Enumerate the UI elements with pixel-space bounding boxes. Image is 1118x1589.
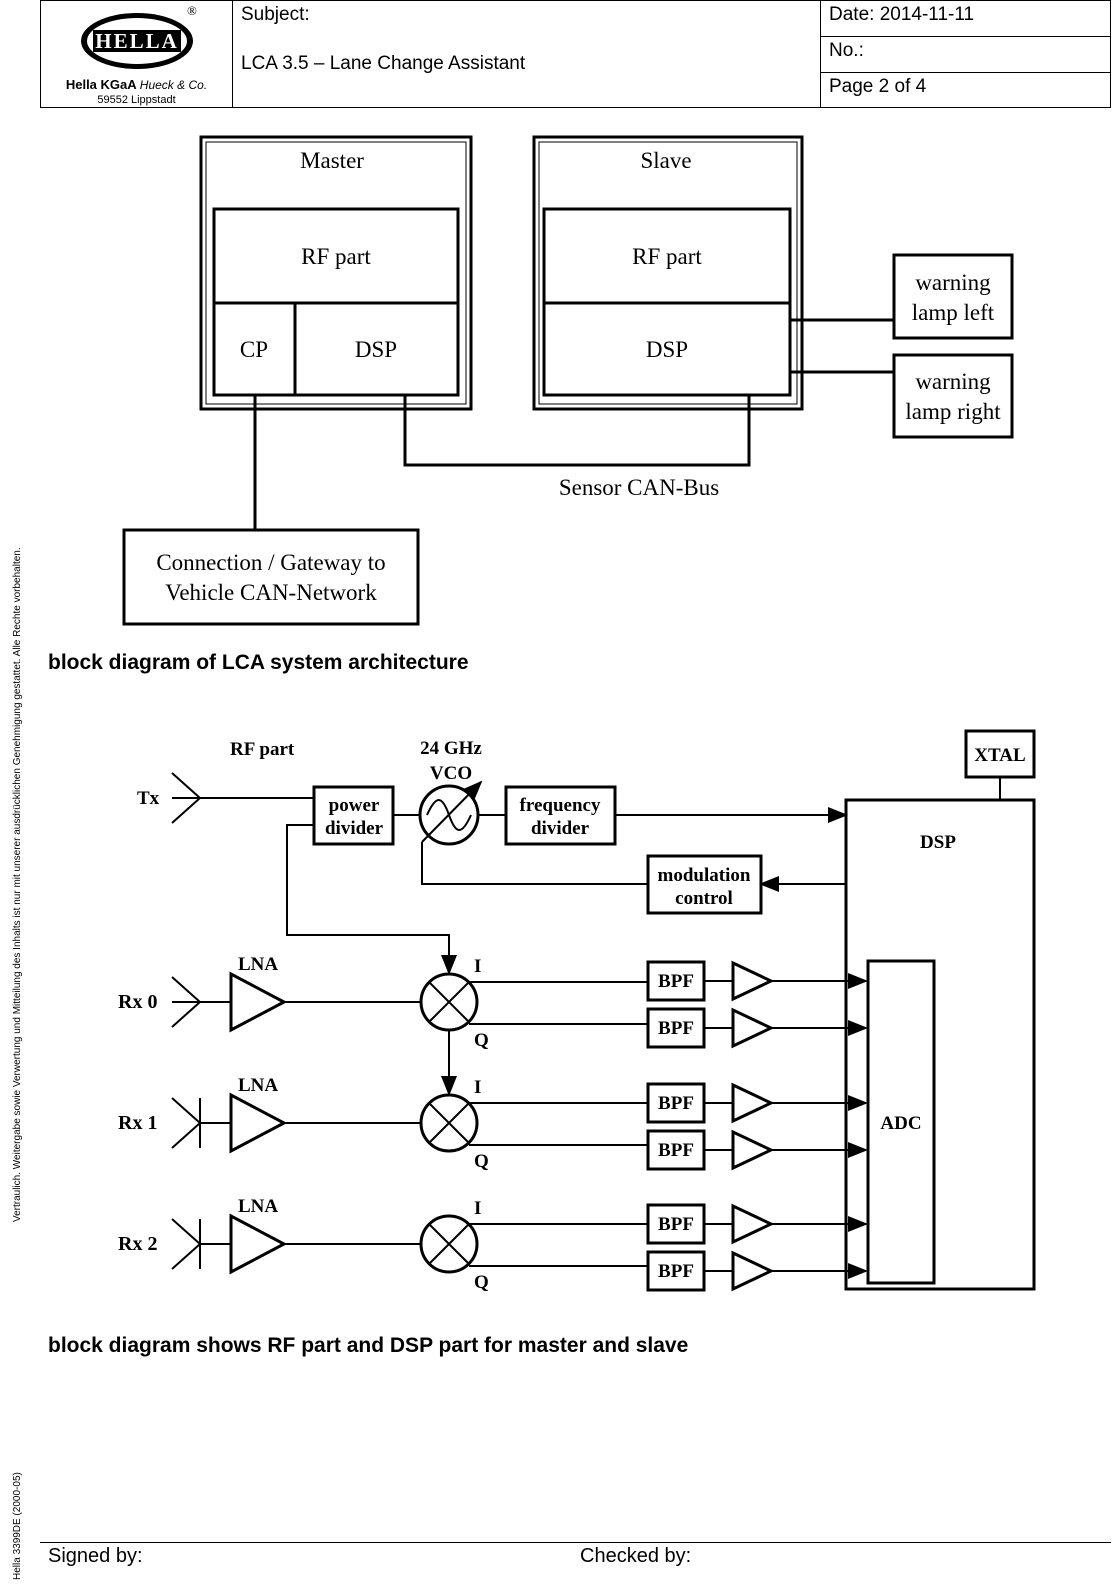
architecture-caption: block diagram of LCA system architecture: [48, 651, 469, 674]
xtal-label: XTAL: [974, 745, 1026, 766]
can-bus-label: Sensor CAN-Bus: [558, 475, 720, 500]
i-label-2: I: [474, 1198, 482, 1219]
modulation-control-label-1: modulation: [657, 865, 751, 886]
lna-label-0: LNA: [238, 954, 279, 975]
mixer-0: [421, 974, 477, 1030]
rx0-label: Rx 0: [118, 991, 158, 1013]
q-label-1: Q: [474, 1151, 489, 1172]
lna-0: [231, 974, 284, 1030]
dsp-label: DSP: [920, 832, 956, 853]
lna-2: [231, 1216, 284, 1272]
master-rf-label: RF part: [301, 244, 371, 269]
subject-value: LCA 3.5 – Lane Change Assistant: [241, 53, 526, 74]
warning-left-label-2: lamp left: [911, 300, 995, 325]
master-dsp-label: DSP: [354, 337, 398, 362]
warning-right-label-1: warning: [915, 369, 991, 394]
number-field: No.:: [821, 37, 1111, 73]
bpf-label-2i: BPF: [658, 1214, 694, 1235]
bpf-label-1q: BPF: [658, 1140, 694, 1161]
tx-antenna: [172, 773, 200, 823]
company-name: Hella KGaA Hueck & Co.: [65, 77, 208, 92]
master-label: Master: [300, 148, 364, 173]
i-label-1: I: [474, 1077, 482, 1098]
lna-label-2: LNA: [238, 1196, 279, 1217]
mixer-2: [421, 1216, 477, 1272]
registered-mark: ®: [187, 3, 197, 18]
rf-dsp-caption: block diagram shows RF part and DSP part for master and slave: [48, 1334, 689, 1357]
architecture-diagram: [0, 0, 1118, 640]
footer-divider: [40, 1542, 1111, 1543]
rx0-antenna: [172, 977, 200, 1027]
lna-1: [231, 1095, 284, 1151]
i-label-0: I: [474, 956, 482, 977]
warning-lamp-right-box: [894, 355, 1012, 437]
bpf-label-1i: BPF: [658, 1093, 694, 1114]
form-id: Hella 3399DE (2000-05): [12, 1472, 23, 1580]
logo-text: HELLA: [95, 29, 179, 53]
warning-lamp-left-box: [894, 255, 1012, 338]
lna-label-1: LNA: [238, 1075, 279, 1096]
vco-label-2: VCO: [429, 763, 473, 784]
checked-by-label: Checked by:: [580, 1545, 692, 1567]
date-field: Date: 2014-11-11: [821, 1, 1111, 37]
subject-label: Subject:: [241, 4, 310, 25]
gateway-box: [124, 530, 418, 624]
gateway-label-1: Connection / Gateway to: [156, 550, 386, 575]
mixer-1: [421, 1095, 477, 1151]
can-bus-line: [405, 395, 749, 465]
bpf-label-0i: BPF: [658, 971, 694, 992]
rx2-antenna: [172, 1219, 200, 1269]
frequency-divider-label-2: divider: [530, 818, 590, 839]
frequency-divider-label-1: frequency: [519, 795, 601, 816]
cp-label: CP: [239, 337, 269, 362]
slave-label: Slave: [640, 148, 692, 173]
slave-rf-label: RF part: [632, 244, 702, 269]
slave-dsp-label: DSP: [645, 337, 689, 362]
power-divider-label-2: divider: [324, 818, 384, 839]
adc-label: ADC: [880, 1113, 922, 1134]
q-label-0: Q: [474, 1030, 489, 1051]
gateway-label-2: Vehicle CAN-Network: [165, 580, 377, 605]
rx1-label: Rx 1: [118, 1112, 158, 1134]
rf-dsp-diagram: [0, 700, 1118, 1330]
modulation-control-label-2: control: [675, 888, 733, 909]
warning-left-label-1: warning: [915, 270, 991, 295]
slave-box: [534, 137, 802, 409]
power-divider-label-1: power: [328, 795, 380, 816]
bpf-label-2q: BPF: [658, 1261, 694, 1282]
page-field: Page 2 of 4: [829, 76, 927, 97]
bpf-label-0q: BPF: [658, 1018, 694, 1039]
rx1-antenna: [172, 1098, 200, 1148]
warning-right-label-2: lamp right: [905, 399, 1001, 424]
company-city: 59552 Lippstadt: [97, 94, 176, 106]
confidentiality-note: Vertraulich. Weitergabe sowie Verwertung und Mitteilung des Inhalts ist nur mit unserer ausdrücklichen Genehmigung gestattet. Alle Rechte vorbehalten.: [12, 547, 23, 1222]
q-label-2: Q: [474, 1272, 489, 1293]
rx2-label: Rx 2: [118, 1233, 158, 1255]
rf-part-label: RF part: [230, 739, 295, 760]
master-box: [201, 137, 471, 409]
dsp-box: [846, 800, 1034, 1289]
tx-label: Tx: [137, 788, 160, 809]
signed-by-label: Signed by:: [48, 1545, 143, 1567]
vco-label-1: 24 GHz: [420, 738, 482, 759]
